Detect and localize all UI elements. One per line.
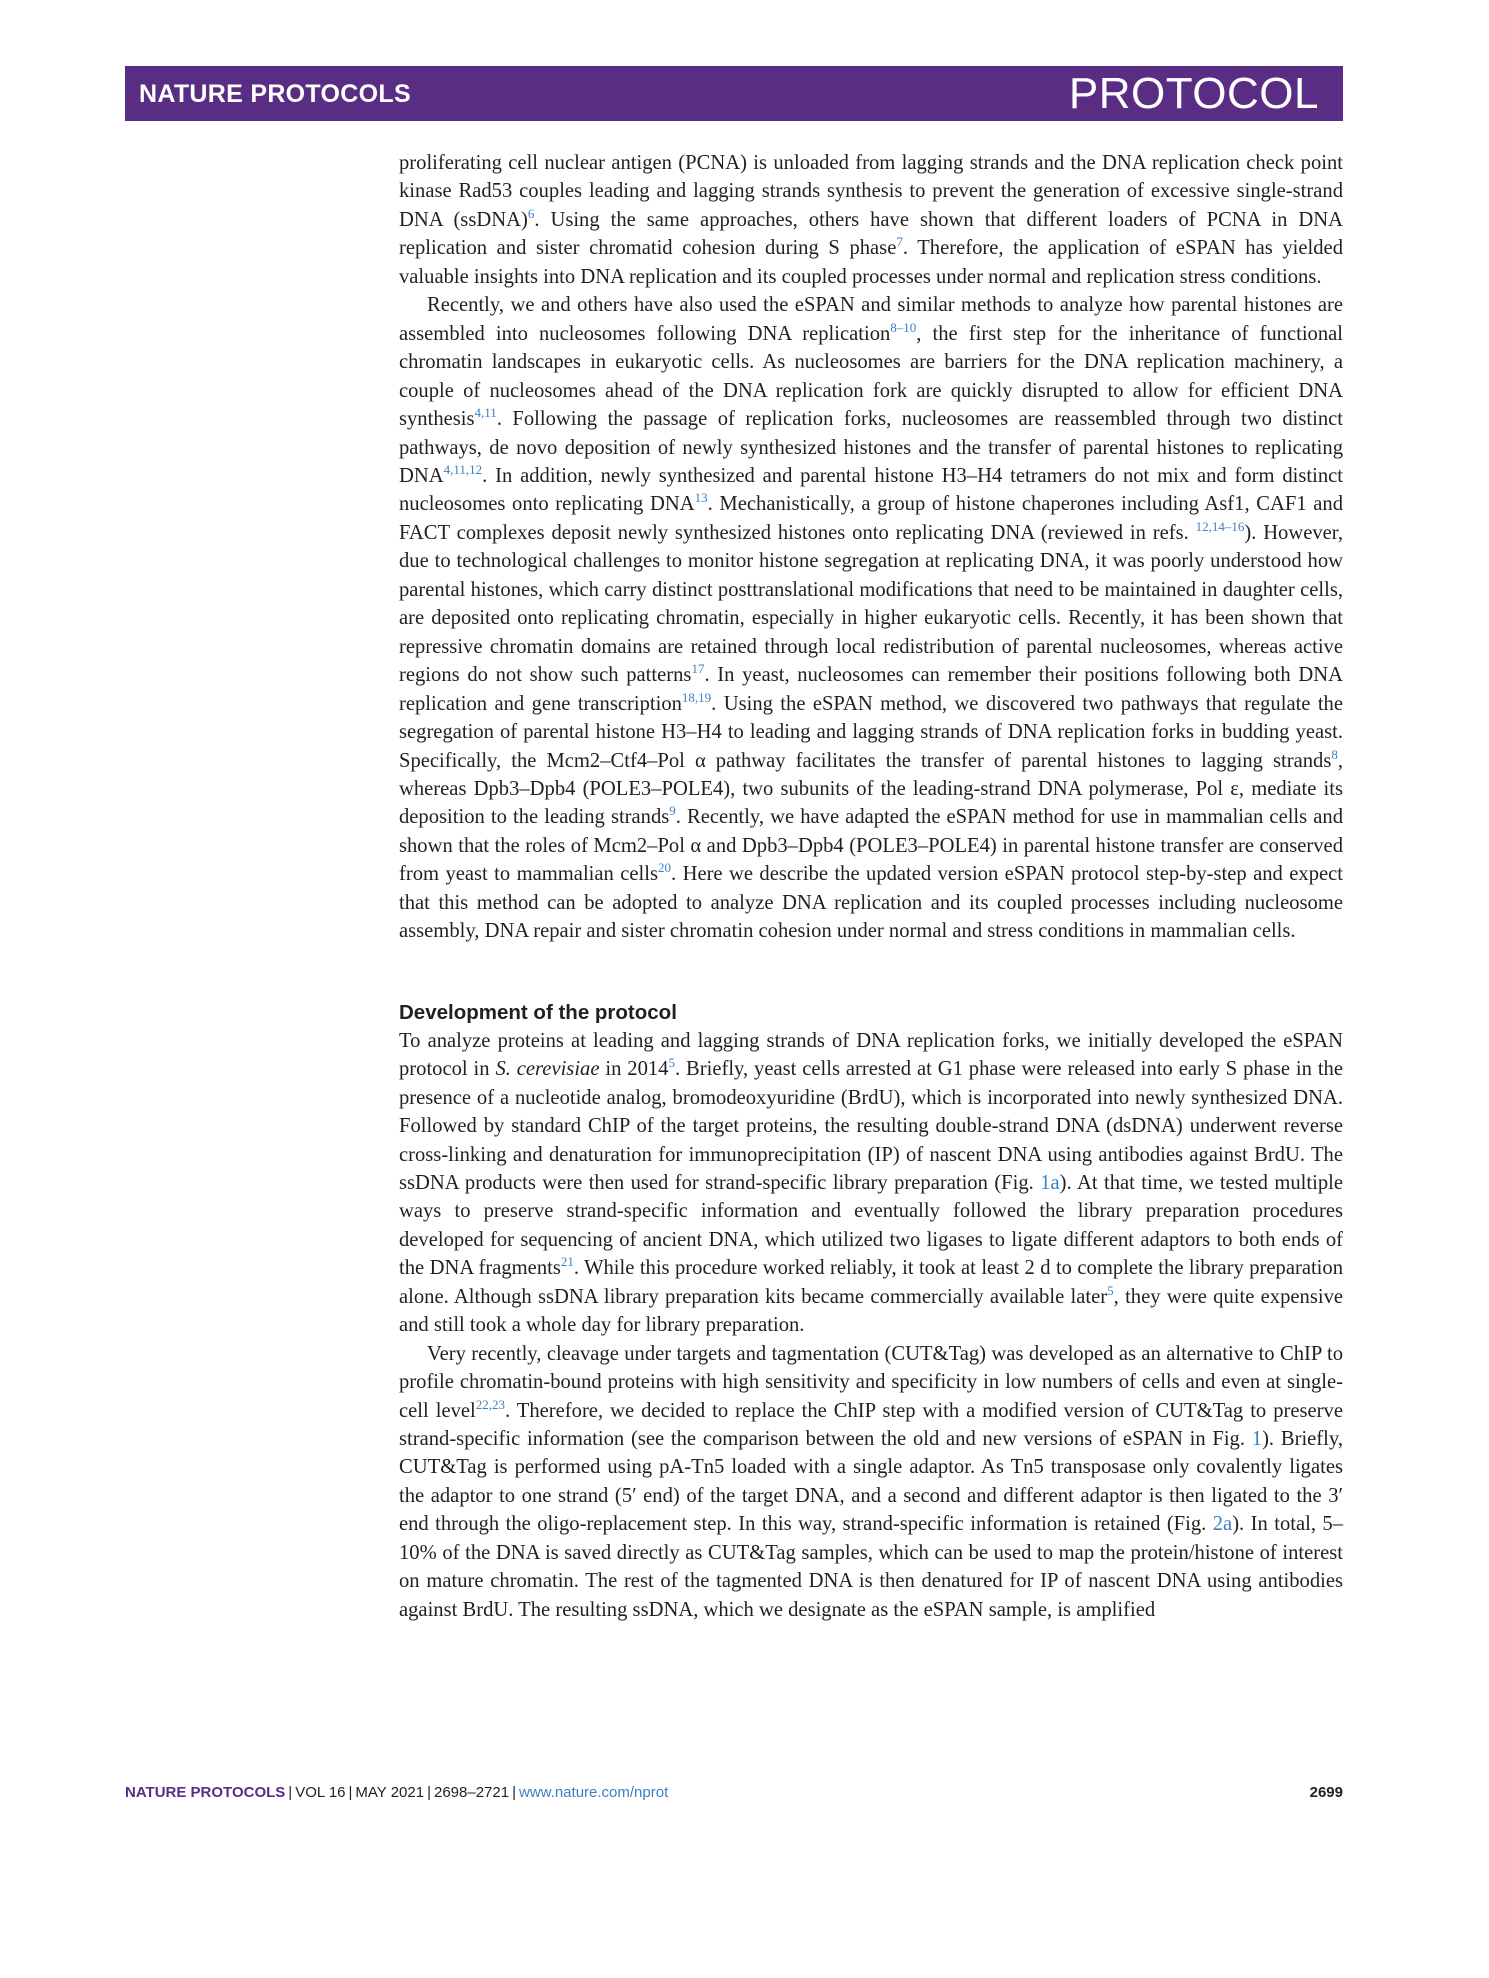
footer-separator: | — [512, 1784, 516, 1801]
citation-ref-link[interactable]: 8–10 — [890, 319, 917, 335]
text-run: in 2014 — [599, 1058, 669, 1081]
citation-ref-link[interactable]: 9 — [669, 803, 676, 819]
text-run: Very recently, cleavage under targets and tagmentation (CUT&Tag) was developed as an alternative to ChIP to profile chromatin-bound proteins with high sensitivity and specificity in low numbers of cells and even at single-cell level — [399, 1342, 1343, 1422]
article-type-label: PROTOCOL — [1068, 69, 1319, 118]
text-run: . Briefly, yeast cells arrested at G1 phase were released into early S phase in the presence of a nucleotide analog, bromodeoxyuridine (BrdU), which is incorporated into newly synthesized DNA. Followed by standard ChIP of the target proteins, the resulting double-strand DNA (dsDNA) underwent reverse cross-linking and denaturation for immunoprecipitation (IP) of nascent DNA using antibodies against BrdU. The ssDNA products were then used for strand-specific library preparation (Fig. — [399, 1058, 1343, 1194]
citation-ref-link[interactable]: 20 — [658, 860, 671, 876]
footer-journal: NATURE PROTOCOLS — [125, 1784, 286, 1801]
citation-ref-link[interactable]: 5 — [1107, 1282, 1114, 1298]
text-run: . Using the same approaches, others have shown that different loaders of PCNA in DNA replication and sister chromatid cohesion during S phase — [399, 208, 1343, 260]
paragraph — [399, 291, 1343, 945]
text-run: . Recently, we have adapted the eSPAN method for use in mammalian cells and shown that the roles of Mcm2–Pol α and Dpb3–Dpb4 (POLE3–POLE4) in parental histone transfer are conserved from yeast to mammalian cells — [399, 806, 1343, 886]
paragraph — [399, 1027, 1343, 1340]
text-run: , whereas Dpb3–Dpb4 (POLE3–POLE4), two subunits of the leading-strand DNA polymerase, Pol ε, mediate its deposition to the leading strands — [399, 749, 1343, 829]
figure-ref-link[interactable]: 1 — [1251, 1428, 1263, 1451]
figure-ref-link[interactable]: 2a — [1212, 1513, 1233, 1536]
footer-separator: | — [348, 1784, 353, 1801]
text-run: ). In total, 5–10% of the DNA is saved directly as CUT&Tag samples, which can be used to map the protein/histone of interest on mature chromatin. The rest of the tagmented DNA is then denatured for IP of nascent DNA using antibodies against BrdU. The resulting ssDNA, which we designate as the eSPAN sample, is amplified — [399, 1513, 1343, 1621]
citation-ref-link[interactable]: 18,19 — [681, 689, 712, 705]
article-body — [399, 149, 1343, 1624]
paragraph — [399, 1340, 1343, 1625]
footer-volume: VOL 16 — [295, 1784, 346, 1801]
text-run: . Here we describe the updated version eSPAN protocol step-by-step and expect that this method can be adopted to analyze DNA replication and its coupled processes including nucleosome assembly, DNA repair and sister chromatin cohesion under normal and stress conditions in mammalian cells. — [399, 863, 1344, 943]
italic-text: S. cerevisiae — [495, 1058, 600, 1081]
text-run: . In yeast, nucleosomes can remember their positions following both DNA replication and gene transcription — [399, 664, 1344, 715]
text-run: . In addition, newly synthesized and parental histone H3–H4 tetramers do not mix and form distinct nucleosomes onto replicating DNA — [399, 464, 1343, 516]
footer-citation — [125, 1784, 668, 1801]
footer-url-link[interactable]: www.nature.com/nprot — [519, 1784, 669, 1801]
text-run: . While this procedure worked reliably, it took at least 2 d to complete the library preparation alone. Although ssDNA library preparation kits became commercially available later — [399, 1257, 1343, 1308]
citation-ref-link[interactable]: 7 — [896, 234, 903, 250]
citation-ref-link[interactable]: 5 — [668, 1055, 675, 1071]
text-run: . Therefore, the application of eSPAN has yielded valuable insights into DNA replication and its coupled processes under normal and replication stress conditions. — [399, 237, 1343, 288]
journal-name: NATURE PROTOCOLS — [139, 80, 411, 108]
footer-date: MAY 2021 — [355, 1784, 425, 1801]
citation-ref-link[interactable]: 13 — [694, 490, 708, 506]
text-run: Recently, we and others have also used the eSPAN and similar methods to analyze how parental histones are assembled into nucleosomes following DNA replication — [399, 294, 1343, 345]
text-run: . Therefore, we decided to replace the ChIP step with a modified version of CUT&Tag to preserve strand-specific information (see the comparison between the old and new versions of eSPAN in Fig. — [399, 1399, 1343, 1451]
section-heading: Development of the protocol — [399, 1000, 677, 1024]
footer-pages: 2698–2721 — [434, 1784, 510, 1801]
text-run: ). At that time, we tested multiple ways to preserve strand-specific information and eventually followed the library preparation procedures developed for sequencing of ancient DNA, which utilized two ligases to ligate different adaptors to both ends of the DNA fragments — [399, 1171, 1343, 1280]
paragraph — [399, 149, 1343, 291]
citation-ref-link[interactable]: 12,14–16 — [1195, 518, 1245, 534]
text-run: , they were quite expensive and still took a whole day for library preparation. — [399, 1285, 1344, 1337]
text-run: To analyze proteins at leading and lagging strands of DNA replication forks, we initially developed the eSPAN protocol in — [399, 1029, 1343, 1081]
footer-separator: | — [288, 1784, 293, 1801]
text-run: ). Briefly, CUT&Tag is performed using pA-Tn5 loaded with a single adaptor. As Tn5 transposase only covalently ligates the adaptor to one strand (5′ end) of the target DNA, and a second and different adaptor is then ligated to the 3′ end through the oligo-replacement step. In this way, strand-specific information is retained (Fig. — [399, 1428, 1343, 1536]
citation-ref-link[interactable]: 22,23 — [475, 1396, 505, 1412]
text-run: . Following the passage of replication forks, nucleosomes are reassembled through two distinct pathways, de novo deposition of newly synthesized histones and the transfer of parental histones to replicating DNA — [399, 408, 1343, 487]
text-run: ). However, due to technological challenges to monitor histone segregation at replicating DNA, it was poorly understood how parental histones, which carry distinct posttranslational modifications that need to be maintained in daughter cells, are deposited onto replicating chromatin, especially in higher eukaryotic cells. Recently, it has been shown that repressive chromatin domains are retained through local redistribution of parental nucleosomes, whereas active regions do not show such patterns — [399, 521, 1343, 687]
citation-ref-link[interactable]: 17 — [691, 661, 705, 677]
text-run: proliferating cell nuclear antigen (PCNA) is unloaded from lagging strands and the DNA replication check point kinase Rad53 couples leading and lagging strands synthesis to prevent the generation of excessive single-strand DNA (ssDNA) — [399, 152, 1343, 231]
citation-ref-link[interactable]: 8 — [1331, 746, 1338, 762]
citation-ref-link[interactable]: 4,11,12 — [443, 461, 483, 477]
page-footer — [125, 1784, 1343, 1808]
journal-header-bar — [125, 66, 1343, 121]
figure-ref-link[interactable]: 1a — [1040, 1171, 1060, 1194]
citation-ref-link[interactable]: 6 — [527, 205, 535, 221]
citation-ref-link[interactable]: 4,11 — [474, 405, 497, 421]
page-number: 2699 — [1309, 1784, 1343, 1801]
text-run: . Mechanistically, a group of histone chaperones including Asf1, CAF1 and FACT complexes deposit newly synthesized histones onto replicating DNA (reviewed in refs. — [399, 493, 1344, 544]
text-run: . Using the eSPAN method, we discovered two pathways that regulate the segregation of parental histone H3–H4 to leading and lagging strands of DNA replication forks in budding yeast. Specifically, the Mcm2–Ctf4–Pol α pathway facilitates the transfer of parental histones to lagging strands — [399, 692, 1343, 772]
citation-ref-link[interactable]: 21 — [560, 1254, 574, 1270]
text-run: , the first step for the inheritance of functional chromatin landscapes in eukaryotic cells. As nucleosomes are barriers for the DNA replication machinery, a couple of nucleosomes ahead of the DNA replication fork are quickly disrupted to allow for efficient DNA synthesis — [399, 322, 1343, 431]
footer-separator: | — [427, 1784, 431, 1801]
